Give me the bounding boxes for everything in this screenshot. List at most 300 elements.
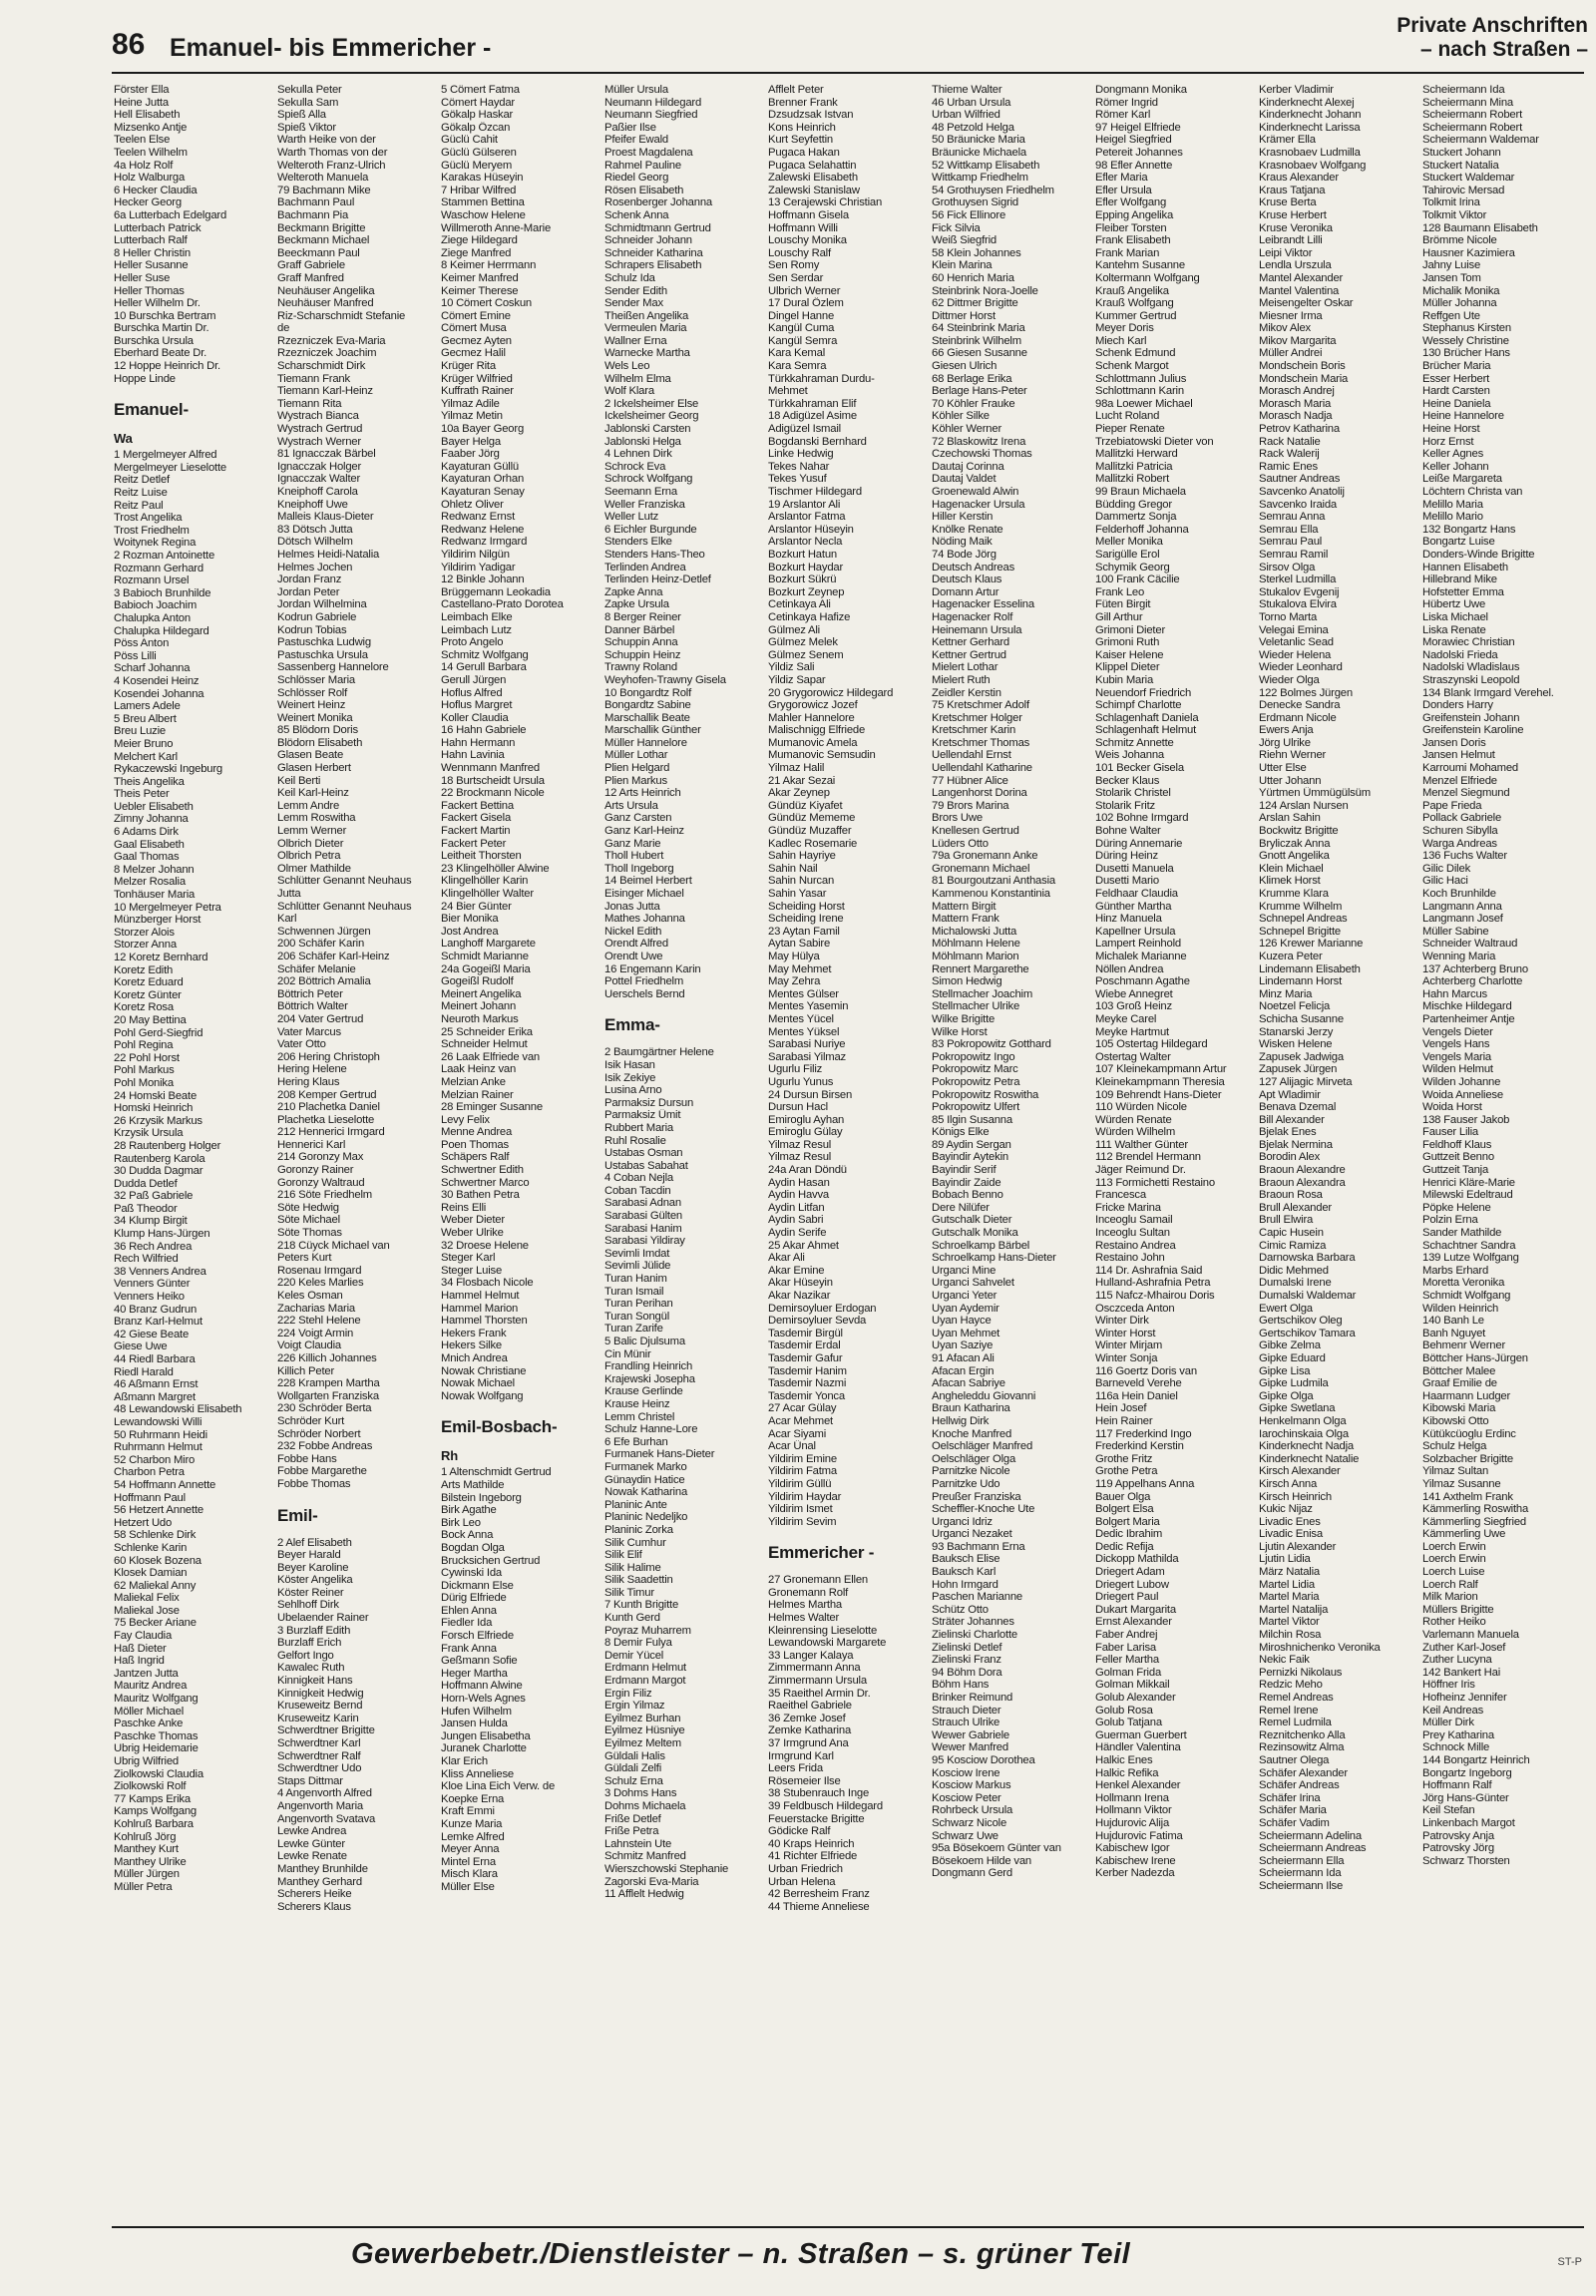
directory-entry: 12 Koretz Bernhard (114, 952, 208, 963)
directory-entry: 35 Raeithel Armin Dr. (768, 1687, 871, 1700)
directory-entry: Demirsoyluer Erdogan (768, 1302, 877, 1315)
directory-entry: 137 Achterberg Bruno (1422, 962, 1528, 975)
directory-entry: 66 Giesen Susanne (932, 347, 1027, 360)
directory-entry: Schenk Anna (604, 208, 669, 221)
directory-entry: 68 Berlage Erika (932, 372, 1012, 385)
directory-entry: 34 Klump Birgit (114, 1215, 188, 1228)
directory-entry: Hinz Manuela (1095, 913, 1162, 926)
directory-entry: 12 Hoppe Heinrich Dr. (114, 360, 220, 373)
directory-entry: 127 Alijagic Mirveta (1259, 1075, 1353, 1088)
directory-entry: Sassenberg Hannelore (277, 661, 389, 674)
directory-entry: Bozkurt Sükrü (768, 574, 837, 586)
directory-entry: Wolf Klara (604, 385, 654, 398)
directory-entry: Ignacczak Walter (277, 473, 361, 486)
directory-entry: Bayindir Zaide (932, 1176, 1001, 1189)
directory-entry: Tasdemir Birgül (768, 1327, 843, 1339)
directory-entry: Beckmann Brigitte (277, 221, 366, 234)
directory-entry: Beyer Karoline (277, 1561, 349, 1574)
directory-entry: Trzebiatowski Dieter von (1095, 435, 1214, 448)
directory-entry: Kamps Wolfgang (114, 1805, 198, 1818)
directory-entry: Hagenacker Rolf (932, 610, 1013, 623)
directory-entry: Tholl Hubert (604, 850, 664, 863)
directory-entry: Bogdanski Bernhard (768, 435, 867, 448)
directory-entry: Ustabas Sabahat (604, 1159, 688, 1172)
directory-entry: Theißen Angelika (604, 309, 689, 322)
directory-entry: Grimoni Ruth (1095, 636, 1160, 649)
directory-entry: Königs Elke (932, 1126, 990, 1139)
directory-entry: Urban Helena (768, 1875, 836, 1888)
directory-entry: Emiroglu Ayhan (768, 1113, 845, 1126)
directory-entry: Schuppin Heinz (604, 648, 681, 661)
directory-entry: 208 Kemper Gertrud (277, 1088, 377, 1101)
directory-entry: Osczceda Anton (1095, 1302, 1175, 1315)
directory-entry: Grothe Fritz (1095, 1452, 1153, 1465)
directory-entry: Kummer Gertrud (1095, 309, 1177, 322)
directory-entry: Henkel Alexander (1095, 1779, 1181, 1792)
header-rule (112, 72, 1584, 74)
directory-entry: Voigt Claudia (277, 1339, 341, 1352)
directory-entry: 3 Babioch Brunhilde (114, 586, 211, 599)
directory-entry: Akar Nazikar (768, 1290, 831, 1302)
directory-entry: Zielinski Detlef (932, 1641, 1002, 1654)
directory-entry: Kloe Lina Eich Verw. de (441, 1780, 556, 1793)
directory-entry: Olbrich Petra (277, 850, 341, 863)
directory-entry: Bryliczak Anna (1259, 837, 1331, 850)
directory-entry: Hellwig Dirk (932, 1414, 990, 1427)
directory-entry: Thieme Walter (932, 84, 1002, 96)
directory-entry: Schneider Johann (604, 234, 692, 247)
directory-entry: Schneider Katharina (604, 246, 703, 259)
directory-entry: Rosenberger Johanna (604, 196, 712, 209)
directory-entry: Bayindir Aytekin (932, 1151, 1008, 1164)
directory-entry: Polzin Erna (1422, 1214, 1478, 1227)
directory-entry: Schmitz Wolfgang (441, 648, 529, 661)
directory-entry: Lemm Roswitha (277, 812, 356, 825)
directory-entry: Hahn Lavinia (441, 749, 505, 762)
directory-entry: Hekers Silke (441, 1339, 503, 1352)
directory-entry: Goronzy Waltraud (277, 1176, 365, 1189)
directory-entry: Manthey Kurt (114, 1843, 179, 1856)
directory-entry: Greifenstein Johann (1422, 711, 1520, 724)
directory-entry: Mielert Ruth (932, 673, 991, 686)
directory-entry: Hagenacker Esselina (932, 598, 1034, 611)
directory-entry: Bozkurt Hatun (768, 548, 837, 561)
directory-entry: 77 Hübner Alice (932, 774, 1008, 787)
directory-entry: Feller Martha (1095, 1654, 1159, 1667)
directory-entry: Brenner Frank (768, 96, 838, 109)
street-heading: Emmericher - (768, 1543, 875, 1563)
directory-entry: de (277, 322, 290, 335)
directory-entry: Gipke Lisa (1259, 1364, 1311, 1377)
directory-entry: Pieper Renate (1095, 423, 1165, 436)
directory-entry: Urban Wilfried (932, 109, 1000, 122)
directory-entry: Kraus Tatjana (1259, 184, 1326, 196)
directory-entry: 6 Hecker Claudia (114, 184, 198, 196)
directory-entry: 14 Beimel Herbert (604, 875, 692, 888)
directory-entry: Schäfer Andreas (1259, 1779, 1340, 1792)
directory-column (604, 84, 760, 2228)
directory-entry: Jordan Franz (277, 574, 342, 586)
directory-entry: Aydin Sabri (768, 1214, 824, 1227)
directory-entry: Redwanz Helene (441, 523, 525, 536)
directory-entry: Schuppin Anna (604, 636, 678, 649)
directory-entry: Lusina Arno (604, 1084, 662, 1097)
directory-entry: Burschka Ursula (114, 334, 194, 347)
directory-entry: Pohl Markus (114, 1064, 175, 1077)
directory-entry: Schnock Mille (1422, 1741, 1490, 1754)
directory-entry: Ubrig Heidemarie (114, 1742, 199, 1755)
directory-entry: Koretz Günter (114, 988, 182, 1001)
directory-entry: 79a Gronemann Anke (932, 850, 1038, 863)
directory-entry: Stenders Hans-Theo (604, 548, 705, 561)
directory-entry: Zuther Karl-Josef (1422, 1641, 1506, 1654)
directory-entry: Ewers Anja (1259, 724, 1314, 737)
directory-entry: Guerman Guerbert (1095, 1728, 1187, 1741)
directory-entry: Krumme Wilhelm (1259, 900, 1343, 913)
directory-entry: Kibowski Otto (1422, 1414, 1489, 1427)
directory-entry: Groenewald Alwin (932, 486, 1019, 498)
directory-entry: Wieder Leonhard (1259, 661, 1343, 674)
directory-entry: Bräunicke Michaela (932, 146, 1026, 159)
directory-entry: Jungen Elisabetha (441, 1729, 531, 1742)
directory-entry: Scheiermann Mina (1422, 96, 1513, 109)
directory-entry: Uyan Aydemir (932, 1302, 999, 1315)
directory-entry: März Natalia (1259, 1566, 1321, 1579)
directory-entry: Frank Anna (441, 1642, 497, 1655)
directory-entry: Vermeulen Maria (604, 322, 687, 335)
directory-entry: Tahirovic Mersad (1422, 184, 1505, 196)
directory-entry: 30 Dudda Dagmar (114, 1165, 203, 1178)
directory-entry: Beeckmann Paul (277, 246, 360, 259)
directory-entry: 8 Keimer Herrmann (441, 259, 537, 272)
directory-entry: Keimer Therese (441, 284, 519, 297)
directory-entry: Proest Magdalena (604, 146, 693, 159)
directory-entry: Schuren Sibylla (1422, 825, 1498, 838)
directory-entry: Ruhrmann Helmut (114, 1441, 202, 1454)
directory-entry: Schrapers Elisabeth (604, 259, 702, 272)
directory-entry: Milewski Edeltraud (1422, 1189, 1513, 1202)
directory-entry: Günther Martha (1095, 900, 1172, 913)
directory-entry: Dudda Detlef (114, 1177, 178, 1190)
directory-entry: Meyke Hartmut (1095, 1025, 1169, 1038)
directory-entry: Klump Hans-Jürgen (114, 1228, 210, 1241)
directory-entry: Dautaj Corinna (932, 460, 1004, 473)
directory-entry: 19 Arslantor Ali (768, 498, 841, 511)
directory-entry: Brinker Reimund (932, 1692, 1013, 1704)
directory-entry: Scheiermann Andreas (1259, 1842, 1367, 1855)
directory-entry: Angenvorth Svatava (277, 1812, 376, 1825)
directory-entry: 116a Hein Daniel (1095, 1389, 1178, 1402)
directory-entry: Ohletz Oliver (441, 498, 504, 511)
directory-entry: Helmes Martha (768, 1599, 842, 1612)
directory-entry: Hübertz Uwe (1422, 598, 1486, 611)
directory-entry: Koch Brunhilde (1422, 888, 1496, 900)
directory-entry: Louschy Ralf (768, 246, 831, 259)
directory-entry: 3 Dohms Hans (604, 1787, 677, 1800)
directory-entry: 64 Steinbrink Maria (932, 322, 1025, 335)
directory-entry: Ganz Karl-Heinz (604, 825, 684, 838)
directory-entry: Schwerdtner Udo (277, 1762, 362, 1775)
directory-entry: Lampert Reinhold (1095, 938, 1181, 951)
directory-entry: 103 Groß Heinz (1095, 1000, 1172, 1013)
directory-entry: Loerch Ralf (1422, 1578, 1478, 1591)
directory-entry: 56 Hetzert Annette (114, 1504, 203, 1517)
directory-entry: Borodin Alex (1259, 1151, 1321, 1164)
directory-entry: Horn-Wels Agnes (441, 1693, 526, 1706)
directory-entry: Hausner Kazimiera (1422, 246, 1515, 259)
directory-entry: Meyke Carel (1095, 1012, 1157, 1025)
directory-entry: Schwarz Nicole (932, 1816, 1007, 1829)
directory-entry: Schwarz Uwe (932, 1829, 998, 1842)
directory-entry: Gogeißl Rudolf (441, 975, 514, 988)
directory-entry: Güldali Zelfi (604, 1762, 662, 1775)
directory-entry: Dere Nilüfer (932, 1201, 990, 1214)
directory-entry: 24a Gogeißl Maria (441, 962, 531, 975)
directory-entry: Leiße Margareta (1422, 473, 1502, 486)
directory-entry: Semrau Ella (1259, 523, 1319, 536)
directory-entry: 2 Rozman Antoinette (114, 550, 215, 562)
directory-entry: Glasen Beate (277, 749, 344, 762)
directory-entry: Woitynek Regina (114, 537, 197, 550)
directory-entry: Zielinski Franz (932, 1654, 1001, 1667)
directory-entry: Kraus Alexander (1259, 172, 1339, 185)
directory-entry: Lindemann Horst (1259, 975, 1343, 988)
directory-entry: Langmann Anna (1422, 900, 1502, 913)
directory-entry: Schäfer Maria (1259, 1804, 1327, 1817)
directory-entry: 16 Engemann Karin (604, 962, 701, 975)
directory-entry: Lendla Urszula (1259, 259, 1332, 272)
directory-entry: Mnich Andrea (441, 1351, 508, 1364)
directory-entry: Fauser Lilia (1422, 1126, 1478, 1139)
directory-entry: Tiemann Karl-Heinz (277, 385, 373, 398)
directory-entry: Bjelak Enes (1259, 1126, 1317, 1139)
directory-entry: Acar Mehmet (768, 1414, 833, 1427)
directory-entry: Isik Zekiye (604, 1071, 656, 1084)
directory-entry: Kretschmer Thomas (932, 736, 1030, 749)
directory-entry: Hein Josef (1095, 1402, 1147, 1415)
directory-entry: 5 Breu Albert (114, 712, 177, 725)
directory-entry: 228 Krampen Martha (277, 1377, 380, 1390)
directory-column (1095, 84, 1251, 2228)
directory-entry: Füten Birgit (1095, 598, 1151, 611)
directory-entry: Silik Halime (604, 1561, 661, 1574)
directory-entry: Schwertner Edith (441, 1164, 524, 1177)
directory-entry: Nadolski Frieda (1422, 648, 1498, 661)
directory-entry: 75 Becker Ariane (114, 1617, 197, 1630)
directory-column (1259, 84, 1414, 2228)
directory-entry: Francesca (1095, 1189, 1146, 1202)
directory-entry: 126 Krewer Marianne (1259, 938, 1364, 951)
directory-entry: Weller Franziska (604, 498, 685, 511)
directory-entry: Pokropowitz Ulfert (932, 1101, 1020, 1114)
directory-entry: Urganci Mine (932, 1264, 997, 1277)
directory-entry: Schmidtmann Gertrud (604, 221, 711, 234)
directory-entry: Lewandowski Margarete (768, 1637, 887, 1650)
directory-entry: 12 Arts Heinrich (604, 787, 681, 800)
directory-entry: 42 Berresheim Franz (768, 1888, 870, 1901)
directory-entry: 206 Schäfer Karl-Heinz (277, 950, 390, 962)
directory-entry: Sen Romy (768, 259, 820, 272)
directory-entry: Neumann Hildegard (604, 96, 702, 109)
directory-entry: Woida Anneliese (1422, 1088, 1503, 1101)
directory-entry: Möhlmann Marion (932, 950, 1019, 962)
directory-entry: Schroelkamp Hans-Dieter (932, 1252, 1056, 1265)
directory-entry: Wennmann Manfred (441, 762, 540, 775)
directory-entry: Kinnigkeit Hans (277, 1675, 353, 1688)
directory-entry: Semrau Ramil (1259, 548, 1329, 561)
section-subtitle: – nach Straßen – (1419, 38, 1588, 61)
directory-entry: Müller Sabine (1422, 925, 1489, 938)
directory-entry: 218 Cüyck Michael van (277, 1239, 390, 1252)
page-footer (112, 2226, 1584, 2282)
directory-entry: Rzezniczek Joachim (277, 347, 377, 360)
directory-entry: 25 Schneider Erika (441, 1025, 533, 1038)
directory-entry: 10 Burschka Bertram (114, 309, 216, 322)
directory-entry: 60 Klosek Bozena (114, 1554, 201, 1567)
directory-entry: Adigüzel Ismail (768, 423, 841, 436)
directory-entry: Golman Mikkail (1095, 1679, 1170, 1692)
directory-entry: 1 Altenschmidt Gertrud (441, 1466, 552, 1479)
directory-entry: Isik Hasan (604, 1058, 655, 1071)
directory-entry: Behmenr Werner (1422, 1339, 1506, 1352)
directory-entry: Feuerstacke Brigitte (768, 1812, 865, 1825)
directory-entry: 50 Ruhrmann Heidi (114, 1428, 207, 1441)
directory-entry: Cetinkaya Hafize (768, 610, 851, 623)
directory-entry: Bozkurt Zeynep (768, 585, 845, 598)
directory-entry: Silik Cumhur (604, 1536, 666, 1549)
directory-entry: Erdmann Nicole (1259, 711, 1337, 724)
directory-entry: Tolkmit Viktor (1422, 208, 1487, 221)
directory-entry: Bauksch Karl (932, 1566, 997, 1579)
directory-entry: Kirsch Anna (1259, 1477, 1318, 1490)
directory-entry: Fick Silvia (932, 221, 981, 234)
directory-entry: Rzezniczek Eva-Maria (277, 334, 386, 347)
directory-entry: Turan Perihan (604, 1298, 673, 1311)
directory-entry: Marbs Erhard (1422, 1264, 1489, 1277)
directory-entry: Schwerdtner Brigitte (277, 1724, 375, 1737)
directory-entry: Uellendahl Katharine (932, 762, 1032, 775)
directory-entry: Kaiser Helene (1095, 648, 1164, 661)
directory-entry: Knellesen Gertrud (932, 825, 1019, 838)
directory-entry: Malleis Klaus-Dieter (277, 511, 374, 524)
directory-entry: Guttzeit Tanja (1422, 1164, 1489, 1177)
directory-entry: Schnepel Andreas (1259, 913, 1348, 926)
directory-entry: Krüger Wilfried (441, 372, 513, 385)
directory-entry: Winter Horst (1095, 1327, 1156, 1339)
directory-entry: Patrovsky Anja (1422, 1829, 1494, 1842)
faded-margin-mark (64, 688, 92, 948)
directory-entry: Partenheimer Antje (1422, 1012, 1515, 1025)
directory-entry: Vengels Dieter (1422, 1025, 1493, 1038)
directory-entry: Düring Annemarie (1095, 837, 1183, 850)
directory-entry: Kadlec Rosemarie (768, 837, 858, 850)
directory-entry: Oelschläger Manfred (932, 1440, 1033, 1453)
directory-column (441, 84, 597, 2228)
directory-entry: Kayaturan Güllü (441, 460, 520, 473)
directory-entry: Meyer Anna (441, 1843, 500, 1856)
directory-entry: Leers Frida (768, 1762, 823, 1775)
directory-entry: 5 Cömert Fatma (441, 84, 520, 96)
directory-entry: Schulz Hanne-Lore (604, 1423, 698, 1436)
directory-entry: Hoffmann Ralf (1422, 1779, 1492, 1792)
directory-entry: Rack Natalie (1259, 435, 1321, 448)
directory-entry: 109 Behrendt Hans-Dieter (1095, 1088, 1222, 1101)
directory-entry: Venners Günter (114, 1278, 191, 1291)
directory-entry: 72 Blaskowitz Irena (932, 435, 1026, 448)
directory-entry: Bobach Benno (932, 1189, 1003, 1202)
directory-entry: Bolgert Maria (1095, 1515, 1160, 1528)
directory-entry: Sarabasi Yildiray (604, 1235, 685, 1248)
directory-entry: Kuffrath Rainer (441, 385, 514, 398)
directory-entry: Mantel Valentina (1259, 284, 1340, 297)
directory-entry: Riehn Werner (1259, 749, 1327, 762)
directory-entry: Kneiphoff Carola (277, 486, 358, 498)
directory-entry: Kangül Cuma (768, 322, 835, 335)
directory-entry: Loerch Erwin (1422, 1540, 1486, 1553)
directory-entry: 115 Nafcz-Mhairou Doris (1095, 1290, 1215, 1302)
directory-entry: 230 Schröder Berta (277, 1402, 372, 1415)
directory-entry: Kinderknecht Nadja (1259, 1440, 1354, 1453)
directory-entry: Sekulla Peter (277, 84, 342, 96)
directory-entry: Möller Michael (114, 1705, 185, 1718)
directory-entry: Tiemann Rita (277, 397, 342, 410)
directory-entry: 41 Richter Elfriede (768, 1850, 858, 1863)
directory-entry: Grothe Petra (1095, 1465, 1158, 1478)
directory-entry: Dedic Refija (1095, 1540, 1154, 1553)
directory-entry: Müller Dirk (1422, 1717, 1474, 1729)
directory-entry: Lemm Werner (277, 825, 347, 838)
directory-entry: Esser Herbert (1422, 372, 1490, 385)
directory-entry: Wisken Helene (1259, 1038, 1333, 1051)
directory-entry: Akar Zeynep (768, 787, 830, 800)
directory-entry: Köster Angelika (277, 1574, 353, 1587)
directory-entry: Morasch Maria (1259, 397, 1332, 410)
directory-entry: Remel Andreas (1259, 1692, 1334, 1704)
directory-entry: Dürig Elfriede (441, 1592, 507, 1605)
directory-entry: Uerschels Bernd (604, 987, 685, 1000)
directory-entry: Strauch Dieter (932, 1704, 1001, 1717)
directory-entry: Denecke Sandra (1259, 699, 1341, 712)
directory-entry: Jordan Peter (277, 585, 340, 598)
directory-entry: Hufen Wilhelm (441, 1705, 512, 1718)
directory-entry: Zapusek Jürgen (1259, 1063, 1338, 1076)
directory-entry: Martel Lidia (1259, 1578, 1315, 1591)
directory-entry: Mentes Yücel (768, 1012, 834, 1025)
directory-entry: Gündüz Mememe (768, 812, 856, 825)
directory-entry: Gronemann Michael (932, 862, 1030, 875)
directory-entry: Tekes Nahar (768, 460, 830, 473)
directory-entry: Reins Elli (441, 1201, 487, 1214)
directory-entry: Gnott Angelika (1259, 850, 1330, 863)
directory-entry: Trost Friedhelm (114, 524, 190, 537)
directory-entry: Schäfer Irina (1259, 1791, 1321, 1804)
directory-entry: Redwanz Irmgard (441, 536, 528, 549)
directory-entry: Kapellner Ursula (1095, 925, 1176, 938)
directory-entry: Stammen Bettina (441, 196, 525, 209)
directory-entry: Schwertner Marco (441, 1176, 530, 1189)
directory-entry: Sarabasi Yilmaz (768, 1050, 846, 1063)
directory-entry: Riedl Harald (114, 1365, 174, 1378)
directory-entry: Bayer Helga (441, 435, 501, 448)
directory-entry: Silik Saadettin (604, 1574, 673, 1587)
directory-entry: Pohl Gerd-Siegfrid (114, 1026, 203, 1039)
directory-entry: Mischke Hildegard (1422, 1000, 1512, 1013)
directory-entry: Feldhaar Claudia (1095, 888, 1178, 900)
directory-entry: Heigel Siegfried (1095, 134, 1172, 147)
directory-entry: Arslantor Necla (768, 536, 843, 549)
directory-entry: Hoffmann Gisela (768, 208, 849, 221)
directory-entry: Zapke Anna (604, 585, 663, 598)
